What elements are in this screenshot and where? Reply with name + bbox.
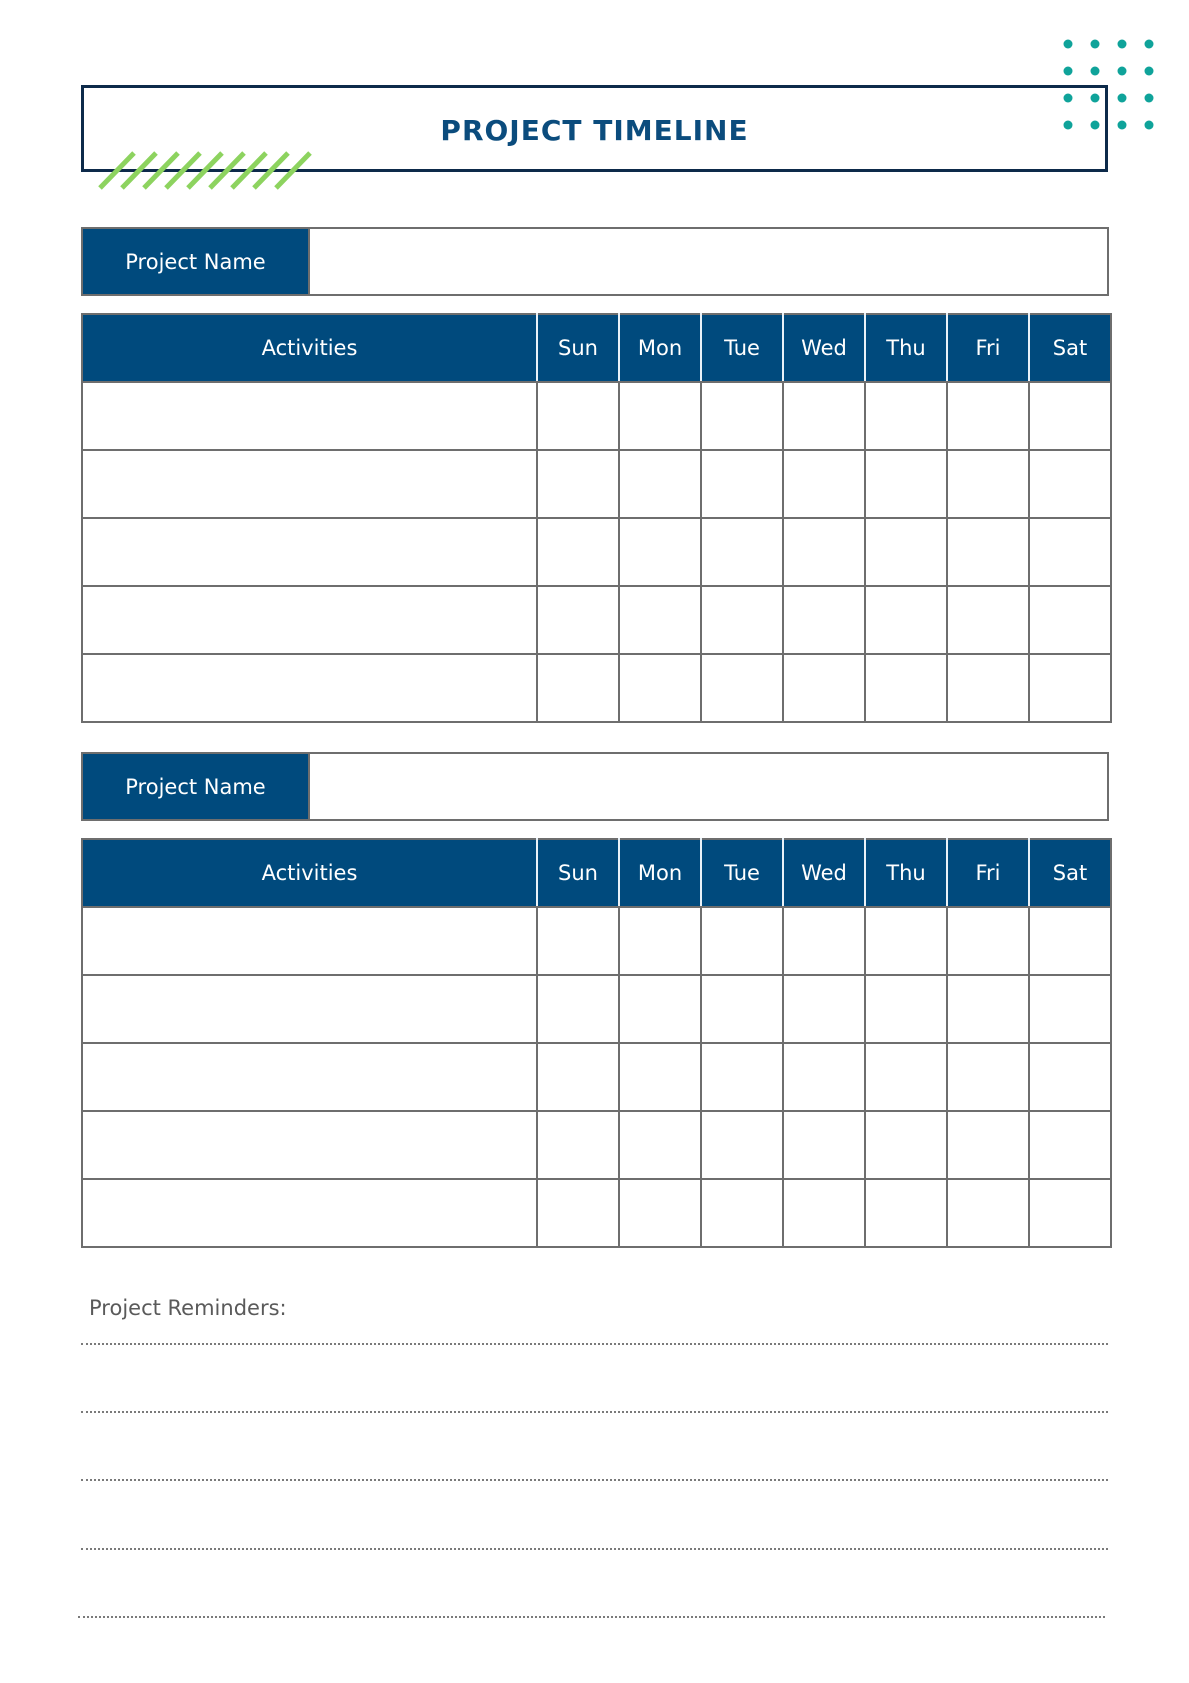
- day-cell[interactable]: [865, 518, 947, 586]
- day-cell[interactable]: [865, 450, 947, 518]
- day-cell[interactable]: [619, 1179, 701, 1247]
- day-cell[interactable]: [865, 1111, 947, 1179]
- day-cell[interactable]: [619, 586, 701, 654]
- day-cell[interactable]: [701, 450, 783, 518]
- project-name-label: Project Name: [83, 229, 310, 294]
- column-header-fri: Fri: [947, 839, 1029, 907]
- day-cell[interactable]: [537, 450, 619, 518]
- day-cell[interactable]: [537, 1043, 619, 1111]
- column-header-tue: Tue: [701, 314, 783, 382]
- day-cell[interactable]: [701, 907, 783, 975]
- activities-table: [81, 838, 1112, 1248]
- day-cell[interactable]: [701, 382, 783, 450]
- table-row: [82, 1111, 1111, 1179]
- day-cell[interactable]: [783, 1043, 865, 1111]
- day-cell[interactable]: [1029, 450, 1111, 518]
- day-cell[interactable]: [619, 518, 701, 586]
- day-cell[interactable]: [1029, 1179, 1111, 1247]
- day-cell[interactable]: [1029, 907, 1111, 975]
- day-cell[interactable]: [947, 518, 1029, 586]
- day-cell[interactable]: [865, 1043, 947, 1111]
- day-cell[interactable]: [783, 1111, 865, 1179]
- day-cell[interactable]: [619, 382, 701, 450]
- column-header-tue: Tue: [701, 839, 783, 907]
- reminders-label: Project Reminders:: [89, 1296, 287, 1320]
- day-cell[interactable]: [701, 654, 783, 722]
- day-cell[interactable]: [701, 1043, 783, 1111]
- day-cell[interactable]: [537, 654, 619, 722]
- dot: [1064, 40, 1073, 49]
- day-cell[interactable]: [619, 450, 701, 518]
- day-cell[interactable]: [701, 518, 783, 586]
- day-cell[interactable]: [783, 907, 865, 975]
- project-name-row: [81, 227, 1109, 296]
- day-cell[interactable]: [865, 586, 947, 654]
- activity-cell[interactable]: [82, 1043, 537, 1111]
- activity-cell[interactable]: [82, 586, 537, 654]
- column-header-mon: Mon: [619, 839, 701, 907]
- column-header-wed: Wed: [783, 839, 865, 907]
- column-header-mon: Mon: [619, 314, 701, 382]
- day-cell[interactable]: [783, 654, 865, 722]
- project-name-field[interactable]: [310, 754, 1107, 819]
- project-name-row: [81, 752, 1109, 821]
- table-header-row: [82, 314, 1111, 382]
- dot: [1145, 121, 1154, 130]
- day-cell[interactable]: [947, 382, 1029, 450]
- dot: [1145, 94, 1154, 103]
- table-row: [82, 586, 1111, 654]
- dot: [1091, 67, 1100, 76]
- column-header-sun: Sun: [537, 314, 619, 382]
- column-header-sat: Sat: [1029, 839, 1111, 907]
- day-cell[interactable]: [537, 518, 619, 586]
- day-cell[interactable]: [619, 975, 701, 1043]
- day-cell[interactable]: [783, 518, 865, 586]
- activity-cell[interactable]: [82, 518, 537, 586]
- day-cell[interactable]: [1029, 654, 1111, 722]
- column-header-wed: Wed: [783, 314, 865, 382]
- reminder-line[interactable]: [81, 1479, 1108, 1481]
- dot: [1145, 67, 1154, 76]
- day-cell[interactable]: [947, 654, 1029, 722]
- table-row: [82, 1179, 1111, 1247]
- column-header-fri: Fri: [947, 314, 1029, 382]
- reminder-line[interactable]: [81, 1548, 1108, 1550]
- table-row: [82, 1043, 1111, 1111]
- day-cell[interactable]: [865, 907, 947, 975]
- activity-cell[interactable]: [82, 1179, 537, 1247]
- activity-cell[interactable]: [82, 1111, 537, 1179]
- day-cell[interactable]: [1029, 586, 1111, 654]
- dot: [1091, 40, 1100, 49]
- day-cell[interactable]: [537, 975, 619, 1043]
- dot: [1118, 121, 1127, 130]
- table-row: [82, 382, 1111, 450]
- table-row: [82, 654, 1111, 722]
- project-name-label: Project Name: [83, 754, 310, 819]
- day-cell[interactable]: [783, 450, 865, 518]
- day-cell[interactable]: [1029, 1043, 1111, 1111]
- activity-cell[interactable]: [82, 450, 537, 518]
- day-cell[interactable]: [701, 586, 783, 654]
- day-cell[interactable]: [537, 1179, 619, 1247]
- page-title: PROJECT TIMELINE: [440, 114, 749, 147]
- column-header-sun: Sun: [537, 839, 619, 907]
- column-header-thu: Thu: [865, 314, 947, 382]
- activities-table: [81, 313, 1112, 723]
- day-cell[interactable]: [947, 1179, 1029, 1247]
- day-cell[interactable]: [1029, 1111, 1111, 1179]
- day-cell[interactable]: [783, 1179, 865, 1247]
- day-cell[interactable]: [537, 586, 619, 654]
- table-row: [82, 907, 1111, 975]
- reminder-line[interactable]: [78, 1616, 1105, 1618]
- dot: [1064, 67, 1073, 76]
- day-cell[interactable]: [1029, 975, 1111, 1043]
- dot: [1118, 94, 1127, 103]
- activity-cell[interactable]: [82, 907, 537, 975]
- dot: [1118, 40, 1127, 49]
- dot: [1145, 40, 1154, 49]
- reminder-line[interactable]: [81, 1343, 1108, 1345]
- column-header-activities: Activities: [82, 314, 537, 382]
- dot: [1118, 67, 1127, 76]
- day-cell[interactable]: [865, 382, 947, 450]
- project-name-field[interactable]: [310, 229, 1107, 294]
- reminder-line[interactable]: [81, 1411, 1108, 1413]
- column-header-thu: Thu: [865, 839, 947, 907]
- activity-cell[interactable]: [82, 975, 537, 1043]
- day-cell[interactable]: [619, 1043, 701, 1111]
- table-row: [82, 518, 1111, 586]
- day-cell[interactable]: [701, 1179, 783, 1247]
- column-header-sat: Sat: [1029, 314, 1111, 382]
- day-cell[interactable]: [1029, 382, 1111, 450]
- stripe-decoration: [96, 148, 326, 194]
- day-cell[interactable]: [865, 975, 947, 1043]
- day-cell[interactable]: [701, 1111, 783, 1179]
- day-cell[interactable]: [947, 907, 1029, 975]
- day-cell[interactable]: [947, 975, 1029, 1043]
- day-cell[interactable]: [947, 1043, 1029, 1111]
- column-header-activities: Activities: [82, 839, 537, 907]
- day-cell[interactable]: [947, 1111, 1029, 1179]
- day-cell[interactable]: [783, 382, 865, 450]
- day-cell[interactable]: [865, 654, 947, 722]
- table-row: [82, 450, 1111, 518]
- day-cell[interactable]: [1029, 518, 1111, 586]
- day-cell[interactable]: [619, 654, 701, 722]
- activity-cell[interactable]: [82, 382, 537, 450]
- activity-cell[interactable]: [82, 654, 537, 722]
- day-cell[interactable]: [865, 1179, 947, 1247]
- day-cell[interactable]: [537, 907, 619, 975]
- day-cell[interactable]: [537, 382, 619, 450]
- day-cell[interactable]: [619, 1111, 701, 1179]
- day-cell[interactable]: [783, 586, 865, 654]
- day-cell[interactable]: [701, 975, 783, 1043]
- day-cell[interactable]: [947, 450, 1029, 518]
- day-cell[interactable]: [619, 907, 701, 975]
- day-cell[interactable]: [947, 586, 1029, 654]
- table-header-row: [82, 839, 1111, 907]
- day-cell[interactable]: [537, 1111, 619, 1179]
- day-cell[interactable]: [783, 975, 865, 1043]
- table-row: [82, 975, 1111, 1043]
